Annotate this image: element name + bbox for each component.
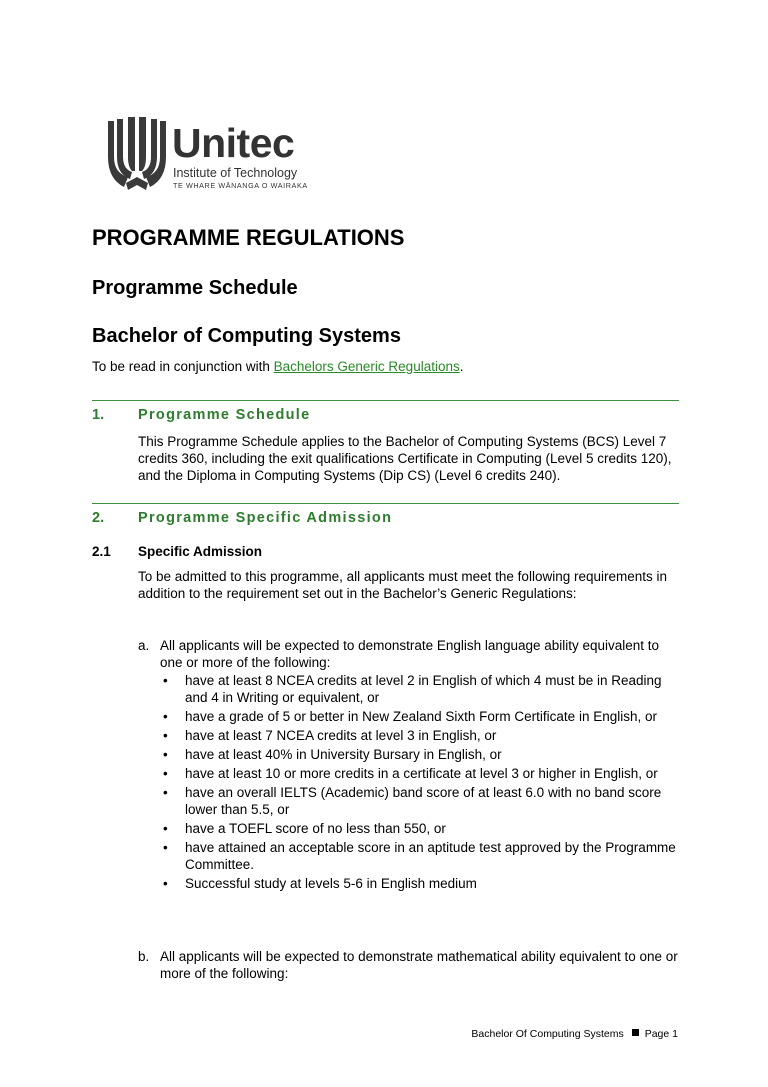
section-2-title: Programme Specific Admission [138, 510, 393, 526]
list-item [160, 784, 685, 818]
list-item-text: have attained an acceptable score in an aptitude test approved by the Programme Committee. [185, 840, 676, 872]
requirement-b-label: b. [138, 949, 150, 964]
bullet-glyph: • [163, 709, 168, 724]
page-subtitle-schedule: Programme Schedule [92, 277, 298, 299]
logo-wordmark: Unitec [172, 120, 295, 166]
section-2-number: 2. [92, 510, 105, 526]
section-divider [92, 503, 679, 504]
bullet-glyph: • [163, 766, 168, 781]
requirement-a-text: All applicants will be expected to demonstrate English language ability equivalent to one or more of the following: [160, 638, 660, 670]
section-1-body: This Programme Schedule applies to the Bachelor of Computing Systems (BCS) Level 7 credits 360, including the exit qualifications Certificate in Computing (Level 5 credits 120), and the Diploma in Computing Systems (Dip CS) (Level 6 credits 240). [138, 434, 672, 483]
square-separator-icon [632, 1029, 639, 1036]
intro-text [92, 358, 464, 375]
list-item-text: have a TOEFL score of no less than 550, or [185, 821, 446, 836]
list-item-text: have at least 10 or more credits in a certificate at level 3 or higher in English, or [185, 766, 658, 781]
generic-regulations-link[interactable]: Bachelors Generic Regulations [273, 359, 460, 374]
english-requirements-list [160, 672, 685, 894]
page-footer [471, 1027, 678, 1041]
list-item-text: have an overall IELTS (Academic) band score of at least 6.0 with no band score lower than 5.5, or [185, 785, 662, 817]
section-1-number: 1. [92, 407, 105, 423]
logo-tagline: TE WHARE WĀNANGA O WAIRAKA [173, 181, 308, 190]
list-item [160, 672, 685, 706]
list-item [160, 765, 685, 782]
list-item-text: have at least 7 NCEA credits at level 3 in English, or [185, 728, 497, 743]
requirement-a [138, 637, 683, 671]
list-item [160, 708, 685, 725]
bullet-glyph: • [163, 785, 168, 800]
list-item-text: have at least 8 NCEA credits at level 2 in English of which 4 must be in Reading and 4 in Writing or equivalent, or [185, 673, 662, 705]
list-item [160, 746, 685, 763]
unitec-logo [106, 117, 308, 193]
section-divider [92, 400, 679, 401]
bullet-glyph: • [163, 673, 168, 688]
page-subtitle-programme: Bachelor of Computing Systems [92, 325, 401, 347]
list-item [160, 727, 685, 744]
requirement-b [138, 948, 683, 982]
intro-prefix: To be read in conjunction with [92, 359, 274, 374]
footer-page-number: Page 1 [644, 1028, 678, 1040]
footer-title: Bachelor Of Computing Systems [471, 1028, 624, 1040]
bullet-glyph: • [163, 876, 168, 891]
page-title: PROGRAMME REGULATIONS [92, 225, 405, 250]
subsection-2-1-body: To be admitted to this programme, all applicants must meet the following requirements in addition to the requirement set out in the Bachelor’s Generic Regulations: [138, 569, 668, 601]
list-item-text: have a grade of 5 or better in New Zealand Sixth Form Certificate in English, or [185, 709, 657, 724]
list-item [160, 839, 685, 873]
requirement-b-text: All applicants will be expected to demonstrate mathematical ability equivalent to one or more of the following: [160, 949, 678, 981]
list-item [160, 820, 685, 837]
subsection-2-1-title: Specific Admission [138, 544, 263, 559]
logo-subtitle: Institute of Technology [173, 166, 298, 180]
bullet-glyph: • [163, 840, 168, 855]
unitec-emblem-icon [106, 117, 168, 193]
bullet-glyph: • [163, 747, 168, 762]
list-item [160, 875, 685, 892]
list-item-text: Successful study at levels 5-6 in English medium [185, 876, 477, 891]
intro-suffix: . [459, 359, 464, 374]
requirement-a-label: a. [138, 638, 150, 653]
section-1-title: Programme Schedule [138, 407, 311, 423]
list-item-text: have at least 40% in University Bursary in English, or [185, 747, 502, 762]
bullet-glyph: • [163, 821, 168, 836]
bullet-glyph: • [163, 728, 168, 743]
subsection-2-1-number: 2.1 [92, 544, 111, 559]
